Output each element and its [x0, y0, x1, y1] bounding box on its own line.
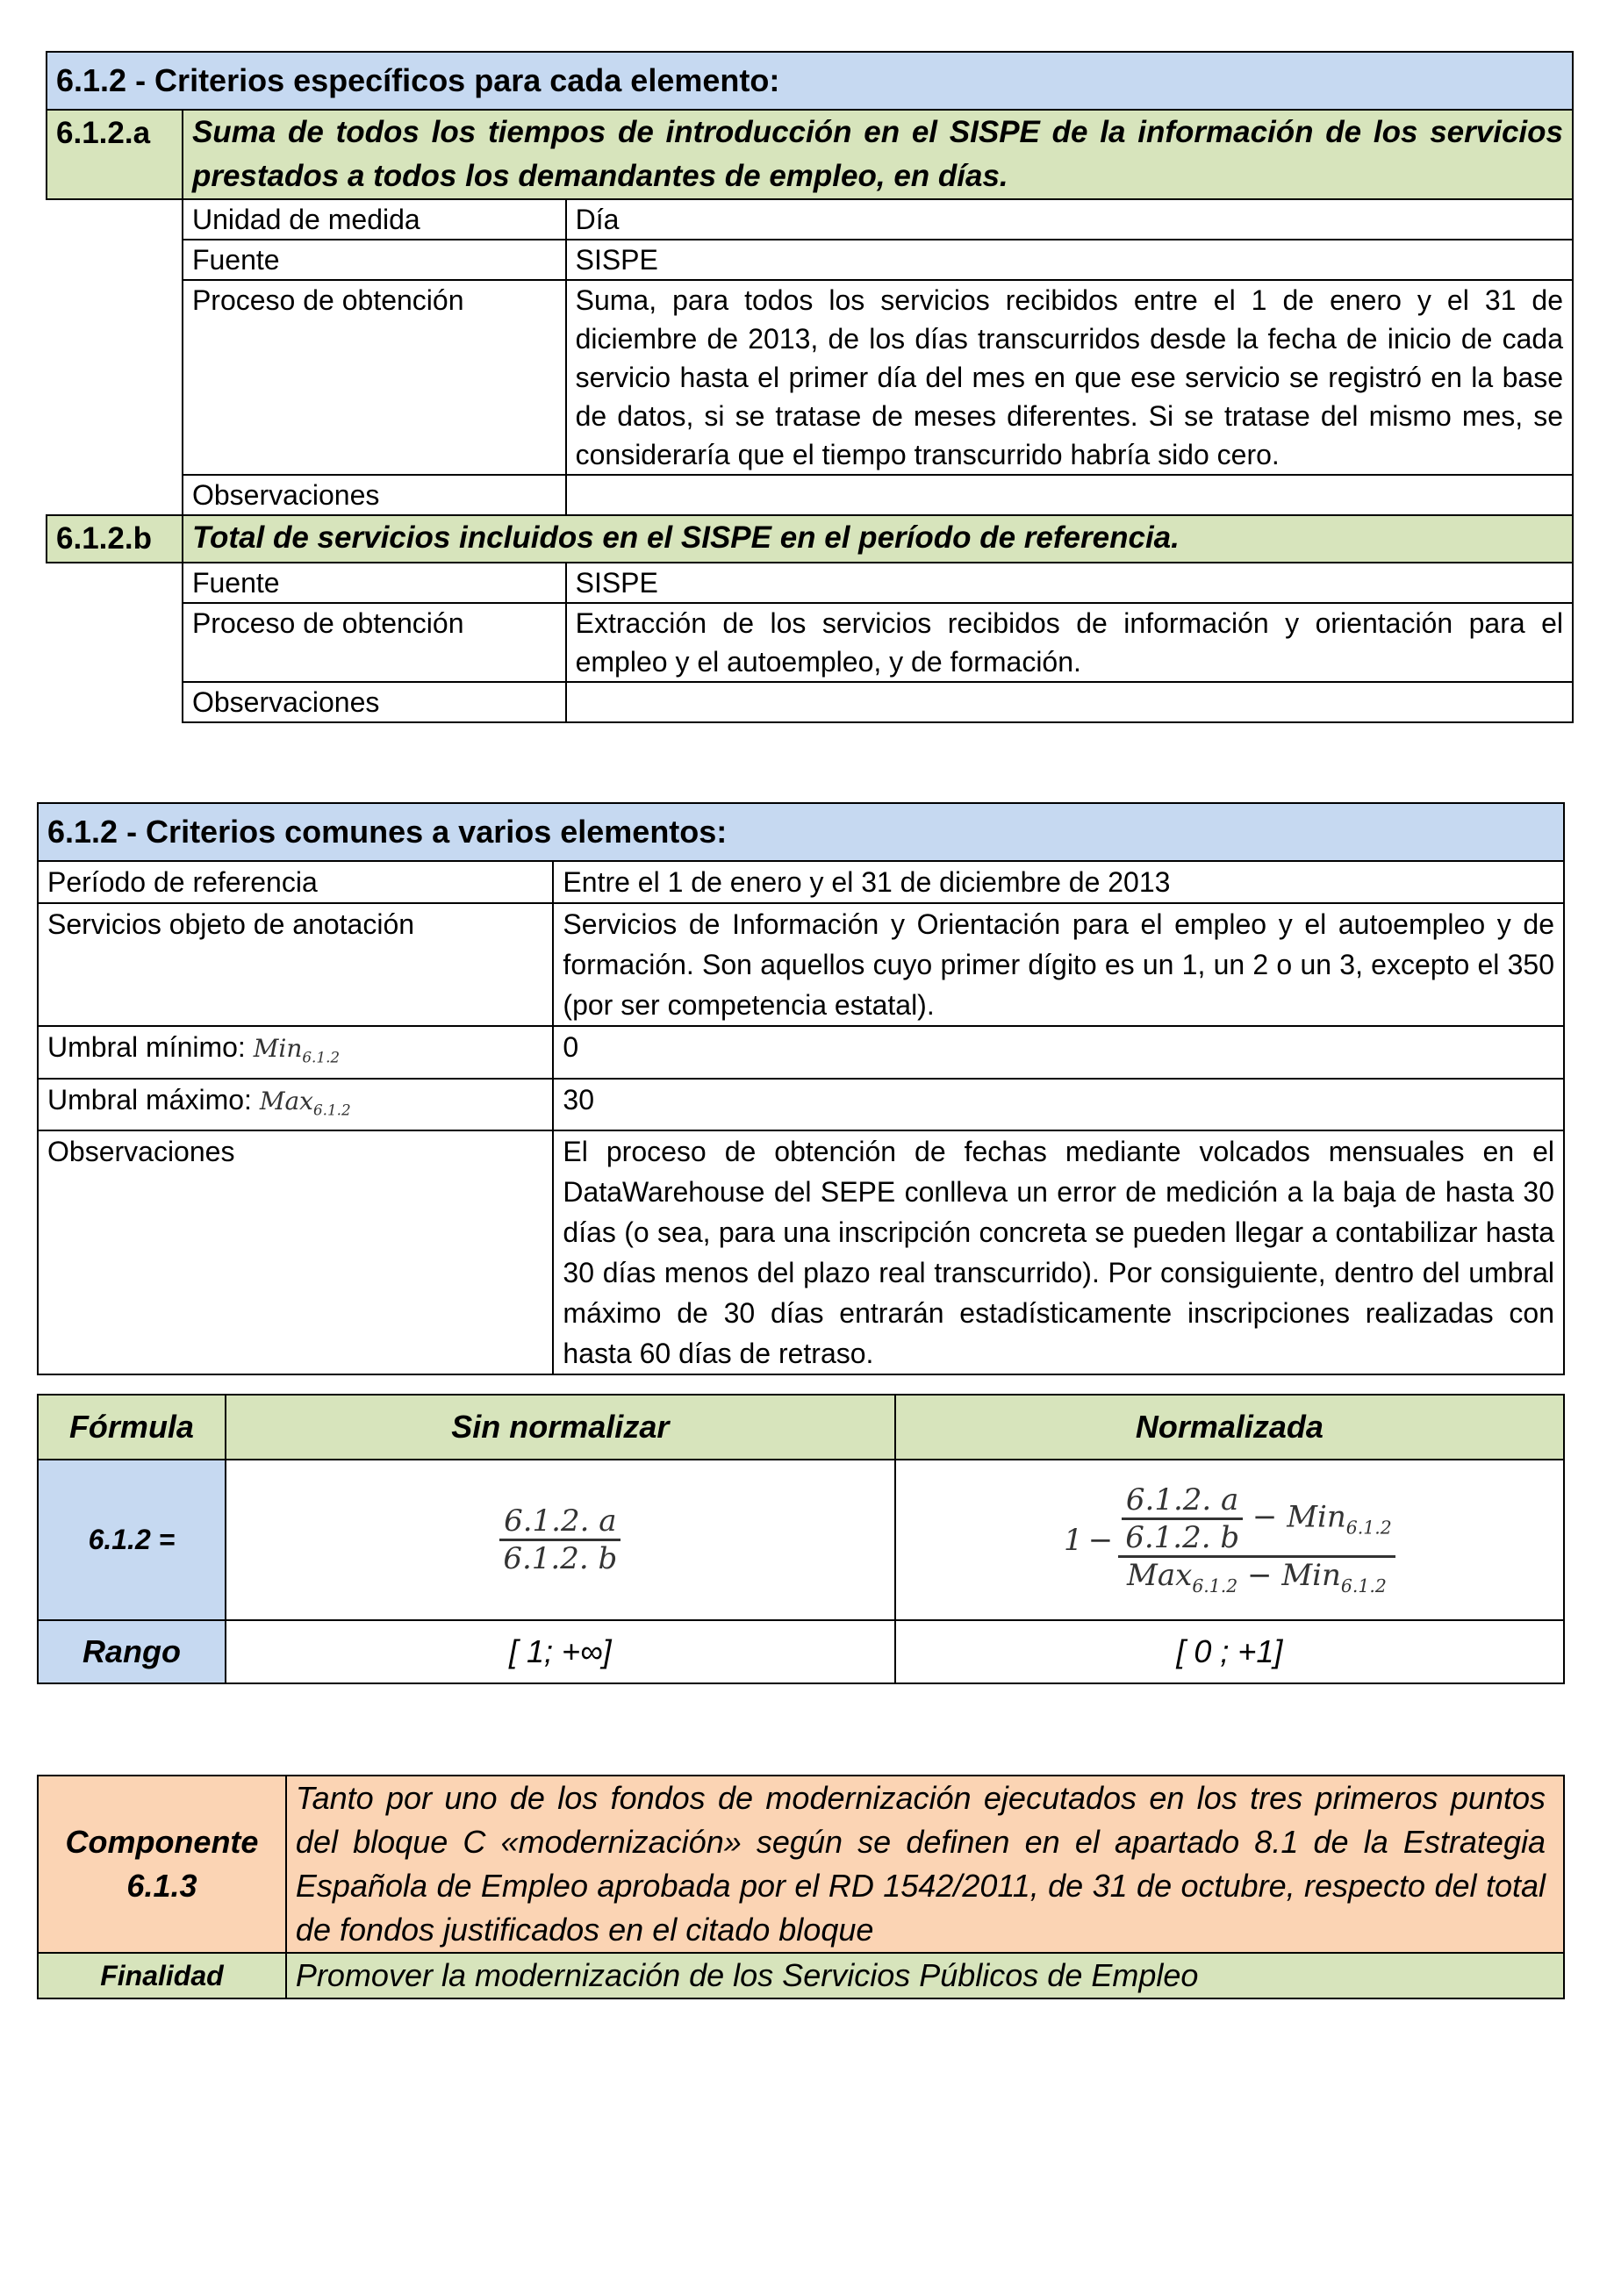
row-value: SISPE	[566, 563, 1573, 603]
row-label: Servicios objeto de anotación	[38, 903, 553, 1026]
raw-formula	[226, 1460, 895, 1620]
row-label: Fuente	[183, 240, 566, 280]
formula-table	[37, 1394, 1565, 1684]
row-value: 0	[553, 1026, 1564, 1079]
table-row	[47, 199, 1573, 240]
finalidad-value: Promover la modernización de los Servicios Públicos de Empleo	[286, 1953, 1564, 1998]
normalized-header: Normalizada	[895, 1395, 1564, 1460]
common-criteria-section	[37, 802, 1565, 1375]
raw-fraction: $\frac{6.1.2. a}{6.1.2. b}$	[499, 1503, 620, 1576]
umbral-maximo-label: Umbral máximo:	[47, 1083, 252, 1116]
specific-criteria-table	[46, 51, 1574, 723]
formula-row-label: 6.1.2 =	[38, 1460, 226, 1620]
table-row	[47, 563, 1573, 603]
table-row	[47, 280, 1573, 475]
umbral-minimo-label: Umbral mínimo:	[47, 1031, 246, 1063]
row-value: Servicios de Información y Orientación para el empleo y el autoempleo y de formación. Son aquellos cuyo primer dígito es un 1, un 2 o un 3, excepto el 350 (por ser competencia estatal).	[553, 903, 1564, 1026]
row-label	[38, 1079, 553, 1131]
row-value: El proceso de obtención de fechas mediante volcados mensuales en el DataWarehouse del SEPE conlleva un error de medición a la baja de hasta 30 días (o sea, para una inscripción concreta se pueden llegar a contabilizar hasta 30 días menos del plazo real transcurrido). Por consiguiente, dentro del umbral máximo de 30 días entrarán estadísticamente inscripciones realizadas con hasta 60 días de retraso.	[553, 1130, 1564, 1374]
table-row	[38, 1130, 1564, 1374]
row-value	[566, 475, 1573, 515]
row-label: Período de referencia	[38, 861, 553, 903]
range-label: Rango	[38, 1620, 226, 1683]
table-row	[47, 475, 1573, 515]
normalized-expression: 1 − $\frac{6.1.2. a}{6.1.2. b}$ − Min$_{6.1.2}$ Max$_{6.1.2}$ − Min$_{6.1.2}$	[1064, 1482, 1395, 1596]
raw-header: Sin normalizar	[226, 1395, 895, 1460]
row-value	[566, 682, 1573, 722]
normalized-formula	[895, 1460, 1564, 1620]
item-b-title: Total de servicios incluidos en el SISPE en el período de referencia.	[183, 515, 1573, 563]
row-label: Observaciones	[183, 475, 566, 515]
row-label: Unidad de medida	[183, 199, 566, 240]
formula-section	[37, 1394, 1565, 1684]
table-row	[47, 682, 1573, 722]
component-description: Tanto por uno de los fondos de modernización ejecutados en los tres primeros puntos del bloque C «modernización» según se definen en el apartado 8.1 de la Estrategia Española de Empleo aprobada por el RD 1542/2011, de 31 de octubre, respecto del total de fondos justificados en el citado bloque	[286, 1776, 1564, 1953]
component-table	[37, 1775, 1565, 1999]
table-row	[38, 903, 1564, 1026]
row-label: Proceso de obtención	[183, 603, 566, 682]
common-criteria-table	[37, 802, 1565, 1375]
row-value: Día	[566, 199, 1573, 240]
item-a-title: Suma de todos los tiempos de introducción en el SISPE de la información de los servicios prestados a todos los demandantes de empleo, en días.	[183, 110, 1573, 199]
component-section	[37, 1775, 1565, 1999]
table-row	[38, 1026, 1564, 1079]
table-row	[47, 240, 1573, 280]
row-value: Extracción de los servicios recibidos de información y orientación para el empleo y el autoempleo, y de formación.	[566, 603, 1573, 682]
range-normalized: [ 0 ; +1]	[895, 1620, 1564, 1683]
table-row	[38, 861, 1564, 903]
item-a-code: 6.1.2.a	[47, 110, 183, 199]
specific-criteria-section	[46, 51, 1574, 723]
common-criteria-header: 6.1.2 - Criterios comunes a varios elementos:	[38, 803, 1564, 861]
row-value: Suma, para todos los servicios recibidos entre el 1 de enero y el 31 de diciembre de 2013, de los días transcurridos desde la fecha de inicio de cada servicio hasta el primer día del mes en que ese servicio se registró en la base de datos, si se tratase de meses diferentes. Si se tratase del mismo mes, se consideraría que el tiempo transcurrido habría sido cero.	[566, 280, 1573, 475]
row-label: Observaciones	[183, 682, 566, 722]
row-value: 30	[553, 1079, 1564, 1131]
table-row	[47, 603, 1573, 682]
row-label	[38, 1026, 553, 1079]
row-value: Entre el 1 de enero y el 31 de diciembre de 2013	[553, 861, 1564, 903]
range-raw: [ 1; +∞]	[226, 1620, 895, 1683]
table-row	[38, 1079, 1564, 1131]
finalidad-label: Finalidad	[38, 1953, 286, 1998]
row-value: SISPE	[566, 240, 1573, 280]
row-label: Fuente	[183, 563, 566, 603]
row-label: Observaciones	[38, 1130, 553, 1374]
row-label: Proceso de obtención	[183, 280, 566, 475]
min-symbol: Min$_{6.1.2}$	[253, 1034, 341, 1066]
item-b-code: 6.1.2.b	[47, 515, 183, 563]
formula-header: Fórmula	[38, 1395, 226, 1460]
specific-criteria-header: 6.1.2 - Criterios específicos para cada elemento:	[47, 52, 1573, 110]
max-symbol: Max$_{6.1.2}$	[259, 1086, 351, 1119]
component-label: Componente 6.1.3	[38, 1776, 286, 1953]
